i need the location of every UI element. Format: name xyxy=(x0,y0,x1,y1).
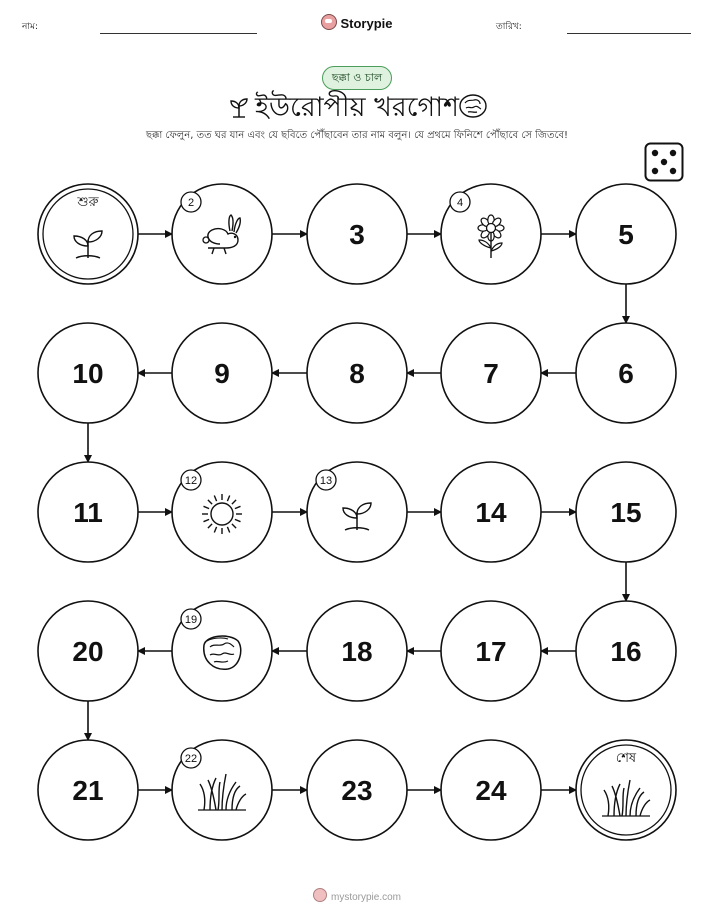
page-title: ইউরোপীয় খরগোশ xyxy=(254,92,460,123)
brand-text: Storypie xyxy=(340,16,393,31)
board-cell[interactable] xyxy=(38,184,138,284)
cell-number: 23 xyxy=(341,775,373,806)
cell-number: 2 xyxy=(187,197,195,209)
cell-number: 13 xyxy=(319,475,333,487)
cell-number: 6 xyxy=(618,358,634,389)
storypie-mascot-icon xyxy=(313,888,327,902)
cell-number: 16 xyxy=(610,636,642,667)
cell-number: 8 xyxy=(349,358,365,389)
board-cell[interactable] xyxy=(441,601,541,701)
cell-number: 3 xyxy=(349,219,365,250)
date-label: তারিখ: xyxy=(496,22,522,32)
board-cell[interactable] xyxy=(172,184,272,284)
board-cell[interactable] xyxy=(441,462,541,562)
cell-number: 21 xyxy=(72,775,104,806)
cell-number: 24 xyxy=(475,775,507,806)
board-cell[interactable] xyxy=(307,462,407,562)
board-cell[interactable] xyxy=(307,184,407,284)
end-label: শেষ xyxy=(615,751,637,766)
board-cell[interactable] xyxy=(38,601,138,701)
board-cell[interactable] xyxy=(307,601,407,701)
board-cell[interactable] xyxy=(441,184,541,284)
board-cell[interactable] xyxy=(576,323,676,423)
cell-number: 18 xyxy=(341,636,373,667)
board-cell[interactable] xyxy=(576,601,676,701)
board-cell[interactable] xyxy=(441,740,541,840)
board-cell[interactable] xyxy=(38,462,138,562)
cell-number: 19 xyxy=(184,614,198,626)
board-cell[interactable] xyxy=(307,323,407,423)
instructions: ছক্কা ফেলুন, তত ঘর যান এবং যে ছবিতে পৌঁছাবেন তার নাম বলুন। যে প্রথমে ফিনিশে পৌঁছাবে সে জিতবে! xyxy=(145,130,569,141)
cell-number: 7 xyxy=(483,358,499,389)
board-cell[interactable] xyxy=(172,740,272,840)
cell-number: 10 xyxy=(72,358,104,389)
board-cell[interactable] xyxy=(172,601,272,701)
footer xyxy=(0,888,714,903)
board-cell[interactable] xyxy=(172,323,272,423)
board-cell[interactable] xyxy=(172,462,272,562)
category-badge: ছক্কা ও চাল xyxy=(322,66,392,90)
board-cell[interactable] xyxy=(576,462,676,562)
cell-number: 12 xyxy=(184,475,198,487)
board-cell[interactable] xyxy=(576,184,676,284)
cell-number: 15 xyxy=(610,497,642,528)
start-label: শুরু xyxy=(77,195,99,210)
board-cell[interactable] xyxy=(38,740,138,840)
cell-number: 17 xyxy=(475,636,507,667)
cell-number: 5 xyxy=(618,219,634,250)
cell-number: 11 xyxy=(73,497,103,528)
cell-number: 22 xyxy=(184,753,198,765)
cell-number: 9 xyxy=(214,358,230,389)
cell-number: 20 xyxy=(72,636,104,667)
name-label: নাম: xyxy=(22,22,39,32)
cell-number: 14 xyxy=(475,497,507,528)
footer-url[interactable]: mystorypie.com xyxy=(330,892,401,903)
board-cell[interactable] xyxy=(307,740,407,840)
cell-number: 4 xyxy=(456,197,464,209)
board-cell[interactable] xyxy=(576,740,676,840)
board-cell[interactable] xyxy=(38,323,138,423)
board-cell[interactable] xyxy=(441,323,541,423)
